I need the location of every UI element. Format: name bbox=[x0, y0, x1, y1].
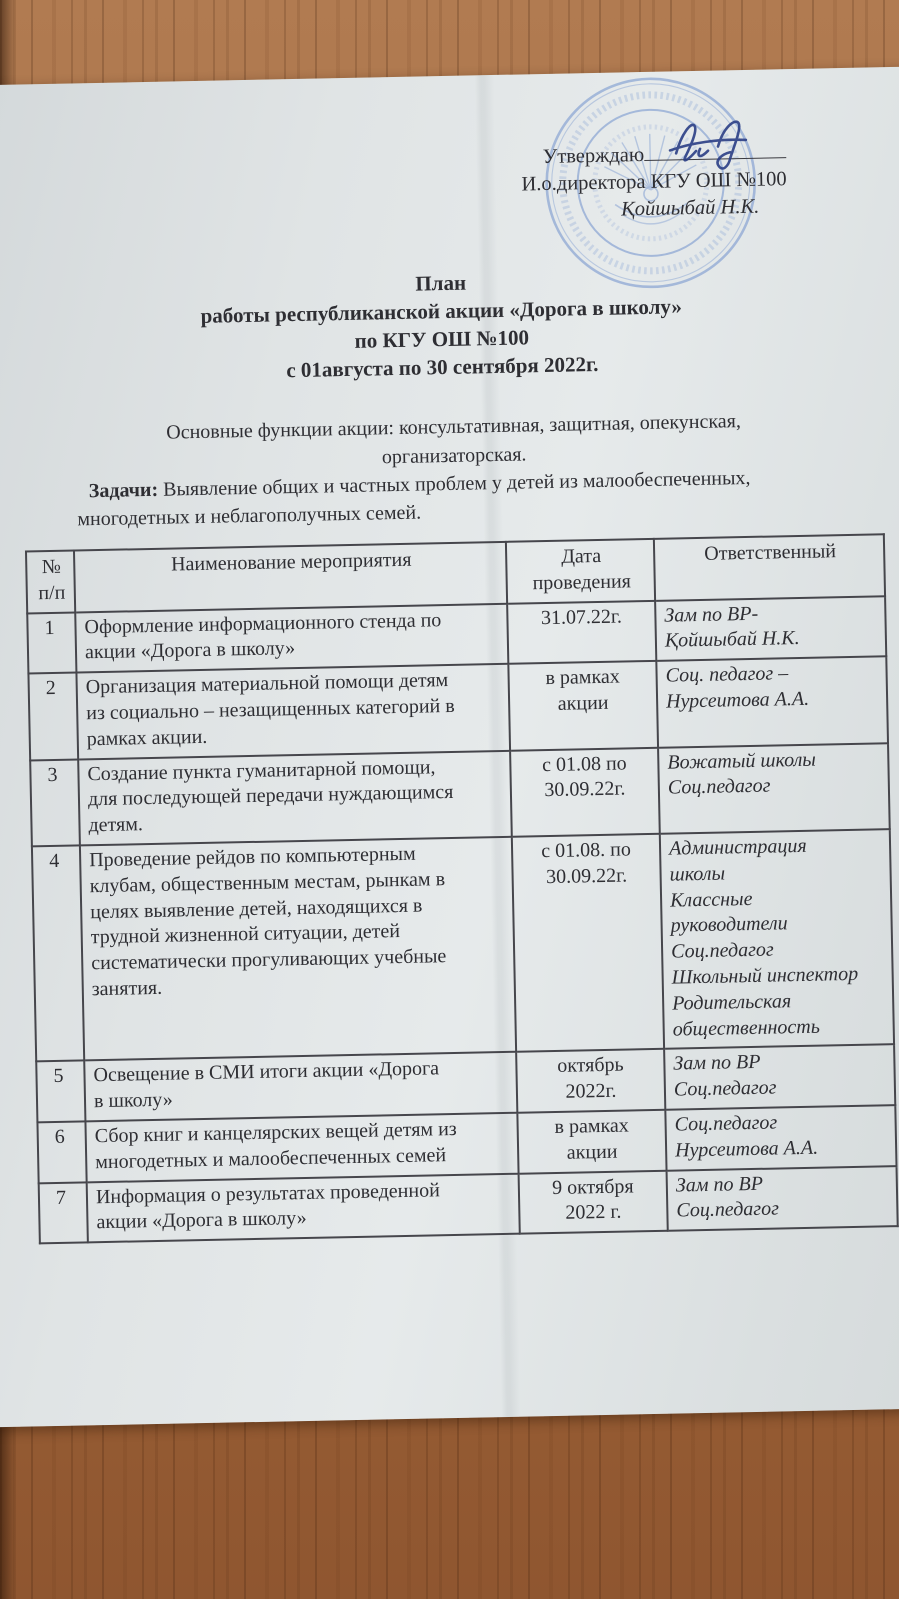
row-num: 6 bbox=[37, 1121, 86, 1183]
header-activity: Наименование мероприятия bbox=[74, 542, 507, 612]
intro-functions: Основные функции акции: консультативная, защитная, опекунская, организаторская. bbox=[166, 410, 742, 468]
row-num: 2 bbox=[28, 673, 78, 760]
plan-table bbox=[25, 533, 899, 1244]
document-title: План работы республиканской акции «Дорога в школу» по КГУ ОШ №100 с 01августа по 30 сентября 2022г. bbox=[200, 270, 683, 383]
row-activity: Освещение в СМИ итоги акции «Дорога в школу» bbox=[84, 1052, 517, 1121]
document-paper bbox=[0, 67, 899, 1428]
row-num: 3 bbox=[30, 759, 80, 846]
row-activity: Сбор книг и канцелярских вещей детям из многодетных и малообеспеченных семей bbox=[85, 1113, 518, 1182]
tasks-text: Выявление общих и частных проблем у детей из малообеспеченных, многодетных и неблагополучных семей. bbox=[77, 466, 751, 531]
header-num: № п/п bbox=[26, 551, 75, 614]
row-activity: Оформление информационного стенда по акции «Дорога в школу» bbox=[75, 603, 508, 672]
row-num: 4 bbox=[32, 845, 84, 1061]
row-date: с 01.08 по 30.09.22г. bbox=[510, 747, 660, 836]
approval-name: Қойшыбай Н.К. bbox=[620, 195, 760, 221]
header-date: Дата проведения bbox=[506, 539, 655, 604]
row-activity: Проведение рейдов по компьютерным клубам, общественным местам, рынкам в целях выявление детей, находящихся в трудной жизненной ситуации, детей систематически прогуливающих учебные занятия. bbox=[80, 837, 516, 1061]
row-activity: Создание пункта гуманитарной помощи, для последующей передачи нуждающимся детям. bbox=[78, 750, 512, 845]
table-row bbox=[32, 829, 894, 1062]
signature-icon bbox=[665, 112, 762, 176]
row-activity: Организация материальной помощи детям из социально – незащищенных категорий в рамках акции. bbox=[76, 664, 510, 759]
row-responsible: Зам по ВР- Қойшыбай Н.К. bbox=[655, 596, 886, 661]
row-responsible: Соц. педагог – Нурсеитова А.А. bbox=[656, 656, 888, 747]
row-date: 9 октября 2022 г. bbox=[519, 1170, 668, 1234]
row-date: октябрь 2022г. bbox=[516, 1049, 665, 1113]
approval-position: И.о.директора КГУ ОШ №100 bbox=[521, 168, 787, 196]
row-num: 7 bbox=[39, 1182, 88, 1244]
row-responsible: Вожатый школы Соц.педагог bbox=[658, 743, 890, 834]
tasks-label: Задачи: bbox=[88, 478, 159, 503]
row-responsible: Зам по ВР Соц.педагог bbox=[667, 1166, 898, 1231]
approval-block bbox=[0, 137, 787, 237]
row-date: в рамках акции bbox=[508, 661, 658, 750]
row-responsible: Администрация школы Классные руководители Соц.педагог Школьный инспектор Родительская общественность bbox=[660, 829, 894, 1049]
row-date: с 01.08. по 30.09.22г. bbox=[512, 834, 664, 1052]
row-date: 31.07.22г. bbox=[507, 600, 656, 664]
row-activity: Информация о результатах проведенной акции «Дорога в школу» bbox=[87, 1173, 520, 1242]
row-responsible: Соц.педагог Нурсеитова А.А. bbox=[665, 1105, 896, 1170]
row-num: 1 bbox=[27, 612, 76, 674]
signature-line bbox=[644, 137, 786, 161]
header-responsible: Ответственный bbox=[654, 534, 885, 600]
row-date: в рамках акции bbox=[517, 1110, 666, 1174]
row-num: 5 bbox=[36, 1061, 85, 1123]
approval-label: Утверждаю bbox=[542, 143, 645, 169]
row-responsible: Зам по ВР Соц.педагог bbox=[664, 1044, 895, 1109]
